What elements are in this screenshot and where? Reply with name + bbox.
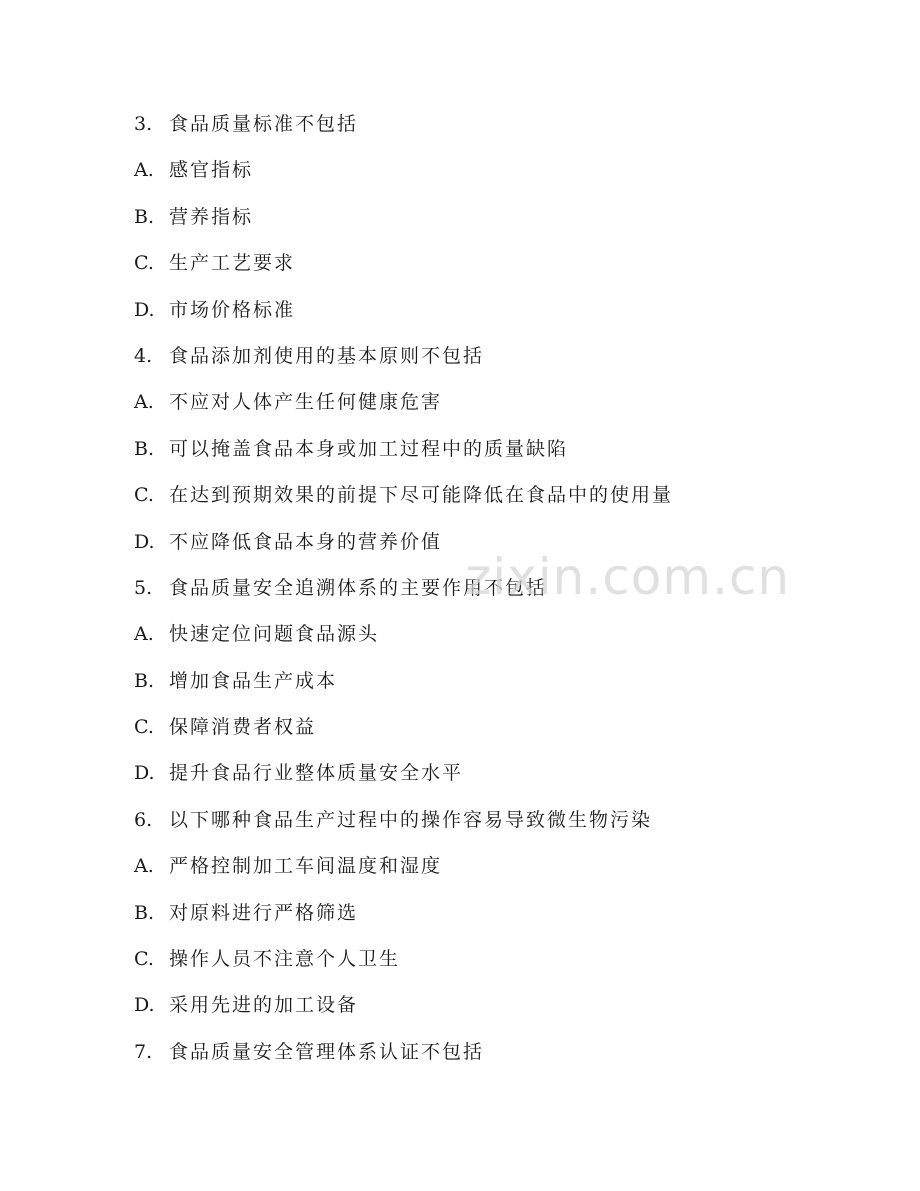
item-number: 6. — [134, 808, 153, 831]
option-letter: D. — [134, 994, 155, 1017]
option-text: 营养指标 — [169, 205, 254, 228]
question-6-option-b — [134, 896, 834, 942]
option-letter: C. — [134, 484, 154, 507]
option-letter: A. — [134, 391, 154, 414]
option-text: 生产工艺要求 — [169, 252, 296, 275]
option-letter: B. — [134, 205, 155, 228]
watermark: zixin.com.cn — [465, 548, 791, 606]
question-list — [134, 107, 834, 1081]
option-letter: A. — [134, 159, 154, 182]
question-3-stem — [134, 107, 834, 153]
question-3-option-c — [134, 246, 834, 292]
option-text: 提升食品行业整体质量安全水平 — [169, 762, 464, 785]
question-7-stem — [134, 1035, 834, 1081]
item-number: 7. — [134, 1040, 153, 1063]
option-letter: D. — [134, 762, 155, 785]
option-text: 采用先进的加工设备 — [169, 994, 359, 1017]
question-5-option-a — [134, 617, 834, 663]
option-text: 保障消费者权益 — [169, 716, 317, 739]
question-4-option-a — [134, 385, 834, 431]
option-text: 对原料进行严格筛选 — [169, 901, 359, 924]
option-letter: B. — [134, 669, 155, 692]
item-text: 以下哪种食品生产过程中的操作容易导致微生物污染 — [169, 808, 653, 831]
option-letter: B. — [134, 901, 155, 924]
option-text: 严格控制加工车间温度和湿度 — [169, 855, 443, 878]
option-letter: A. — [134, 855, 154, 878]
option-letter: A. — [134, 623, 154, 646]
question-6-stem — [134, 803, 834, 849]
question-4-option-d — [134, 525, 834, 571]
option-text: 增加食品生产成本 — [169, 669, 338, 692]
question-5-option-d — [134, 756, 834, 802]
item-number: 3. — [134, 113, 153, 135]
question-6-option-c — [134, 942, 834, 988]
option-letter: B. — [134, 437, 155, 460]
question-5-stem — [134, 571, 834, 617]
option-text: 可以掩盖食品本身或加工过程中的质量缺陷 — [169, 437, 569, 460]
question-6-option-a — [134, 849, 834, 895]
question-3-option-d — [134, 293, 834, 339]
option-letter: C. — [134, 716, 154, 739]
option-text: 不应对人体产生任何健康危害 — [169, 391, 443, 414]
question-4-stem — [134, 339, 834, 385]
item-number: 4. — [134, 344, 153, 367]
option-text: 感官指标 — [169, 159, 254, 182]
question-4-option-b — [134, 432, 834, 478]
item-text: 食品添加剂使用的基本原则不包括 — [169, 344, 485, 367]
question-6-option-d — [134, 988, 834, 1034]
option-text: 在达到预期效果的前提下尽可能降低在食品中的使用量 — [169, 484, 674, 507]
option-letter: C. — [134, 252, 154, 275]
question-3-option-a — [134, 153, 834, 199]
item-text: 食品质量标准不包括 — [169, 113, 359, 135]
option-text: 不应降低食品本身的营养价值 — [169, 530, 443, 553]
question-4-option-c — [134, 478, 834, 524]
item-text: 食品质量安全管理体系认证不包括 — [169, 1040, 485, 1063]
option-letter: D. — [134, 298, 155, 321]
option-text: 操作人员不注意个人卫生 — [169, 948, 401, 971]
option-letter: C. — [134, 948, 154, 971]
question-5-option-b — [134, 664, 834, 710]
question-3-option-b — [134, 200, 834, 246]
option-text: 市场价格标准 — [169, 298, 296, 321]
option-letter: D. — [134, 530, 155, 553]
item-number: 5. — [134, 576, 153, 599]
item-text: 食品质量安全追溯体系的主要作用不包括 — [169, 576, 548, 599]
question-5-option-c — [134, 710, 834, 756]
option-text: 快速定位问题食品源头 — [169, 623, 380, 646]
